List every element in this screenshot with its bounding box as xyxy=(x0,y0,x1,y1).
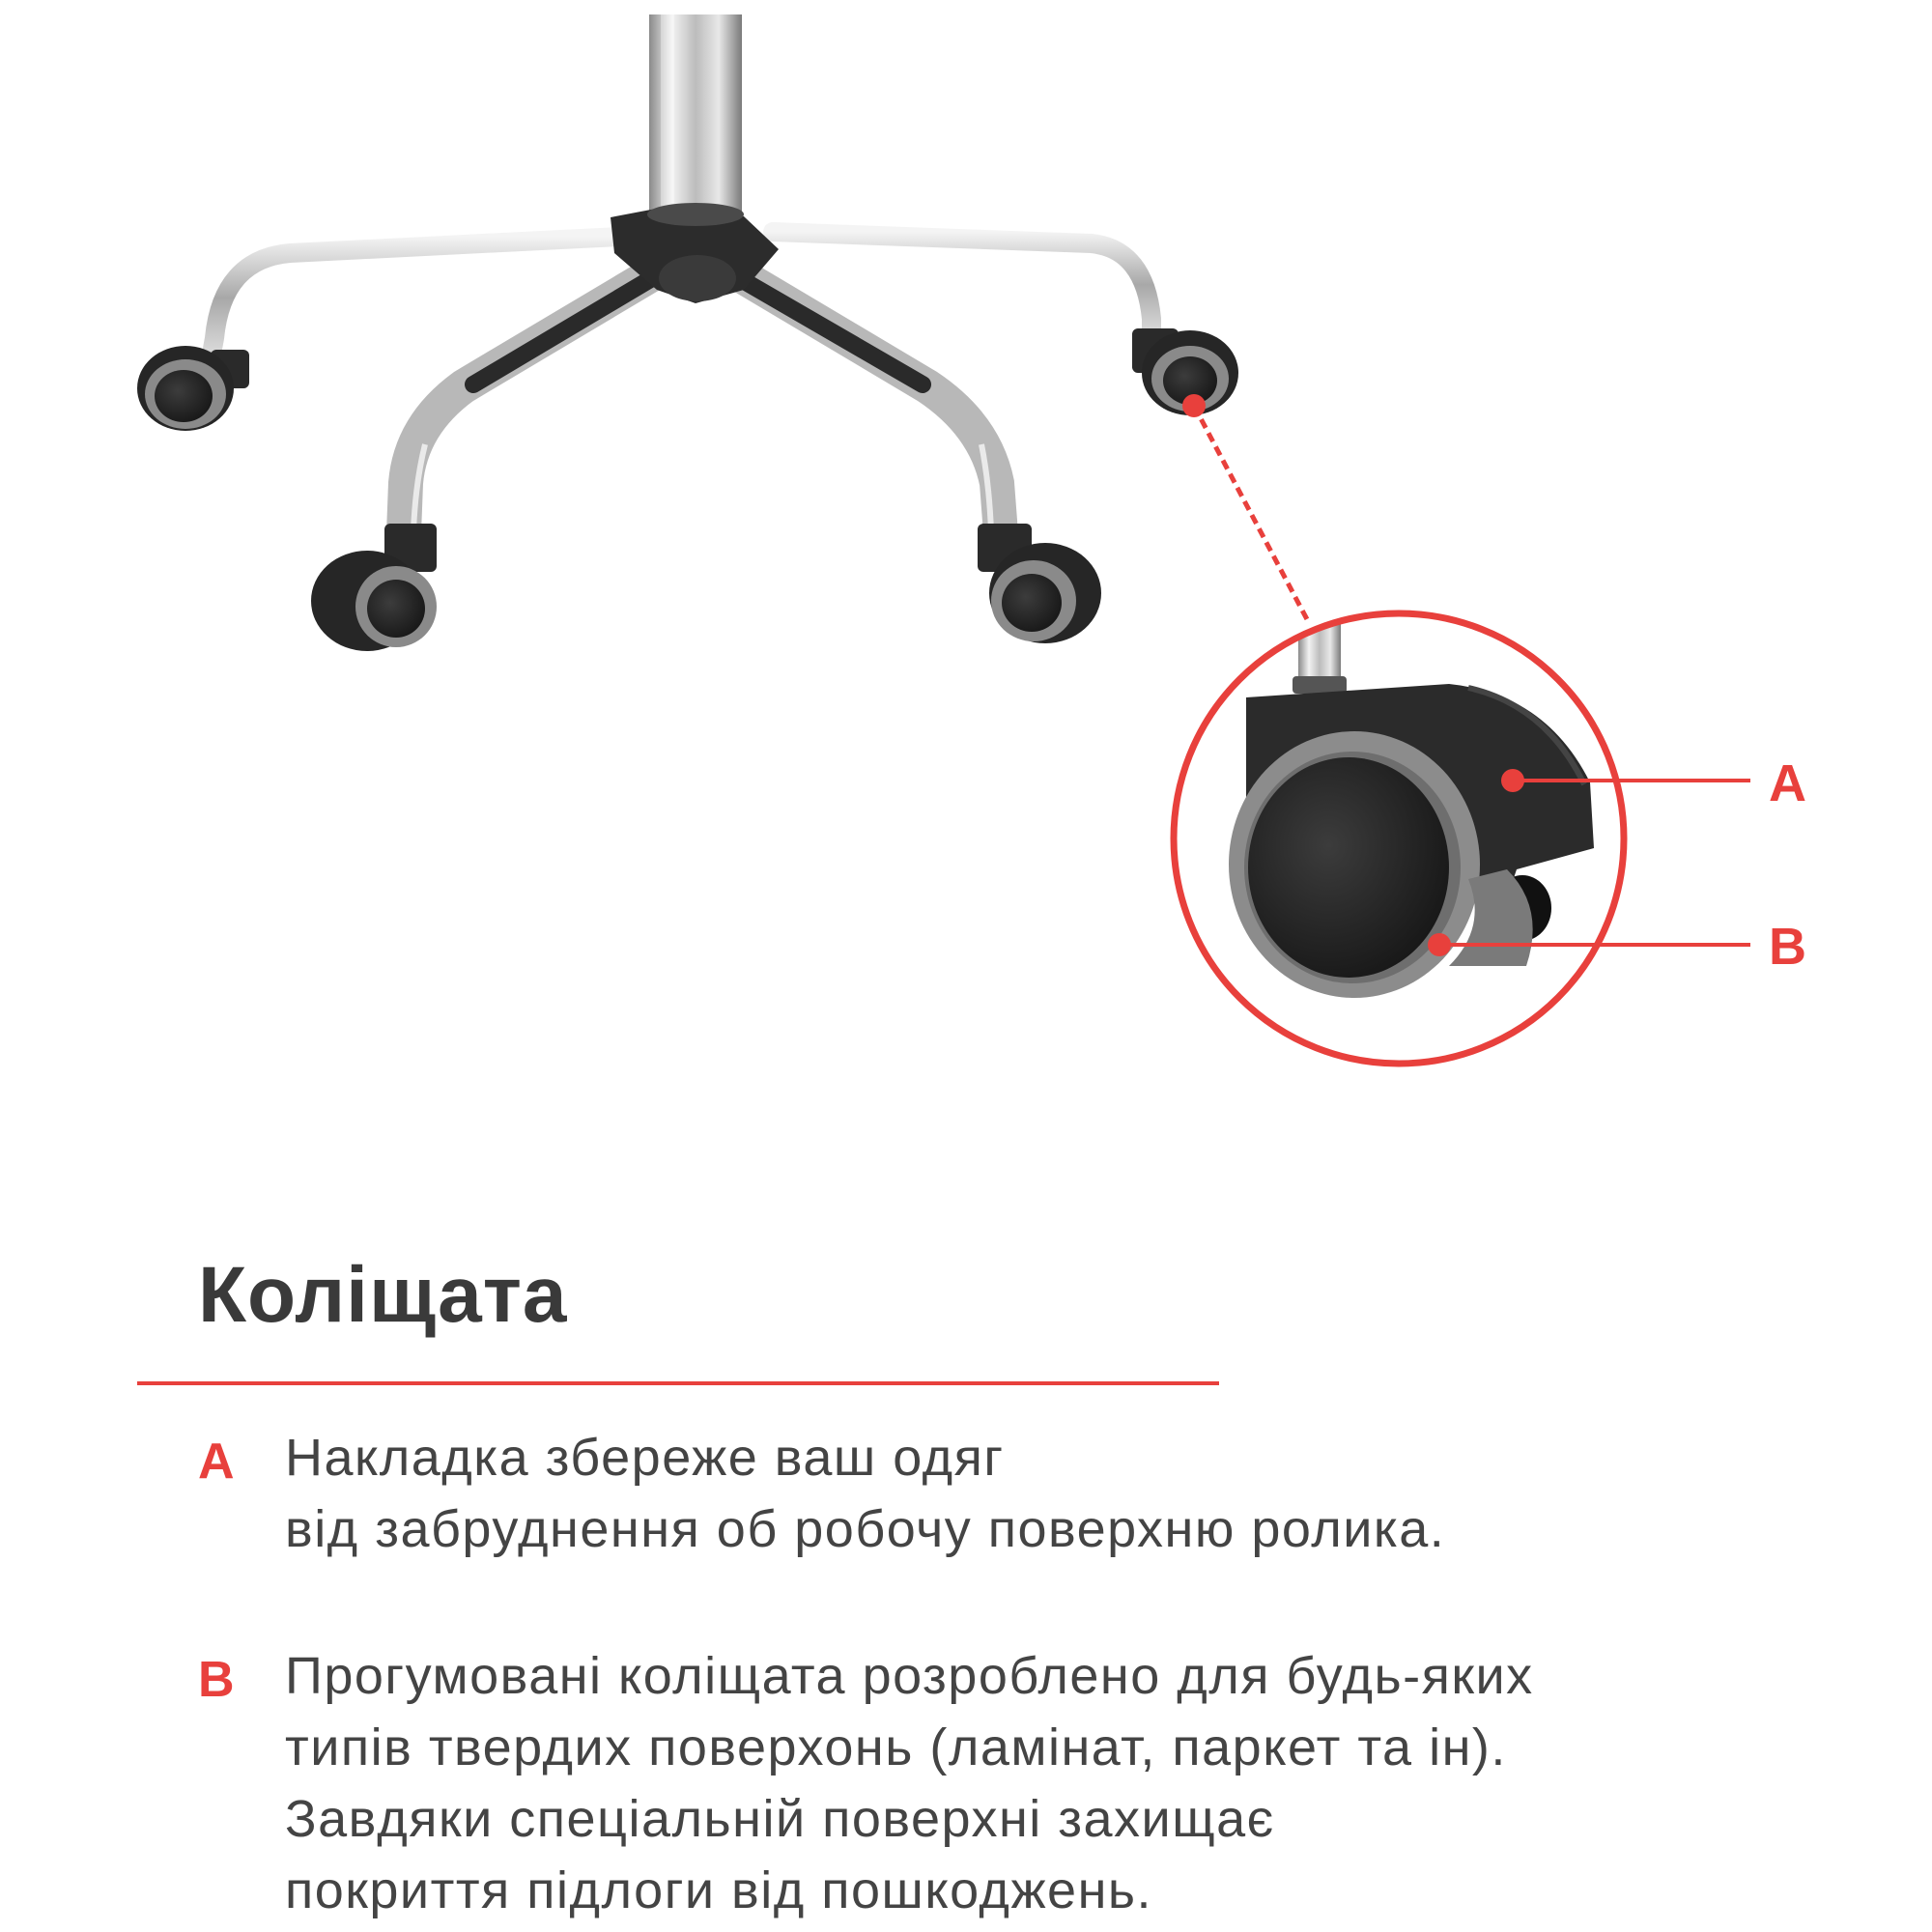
leg-front-left xyxy=(404,266,667,533)
feature-line: Накладка збереже ваш одяг xyxy=(285,1429,1005,1487)
feature-marker-a: A xyxy=(198,1434,235,1490)
feature-description-b xyxy=(285,1640,1831,1926)
callout-label-a: A xyxy=(1769,754,1806,812)
section-title: Коліщата xyxy=(198,1251,568,1339)
feature-line: покриття підлоги від пошкоджень. xyxy=(285,1861,1153,1919)
caster-front-left xyxy=(311,524,437,651)
feature-description-a xyxy=(285,1422,1831,1565)
title-divider xyxy=(137,1381,1219,1385)
zoom-leader-line xyxy=(1194,406,1308,621)
leg-front-right xyxy=(724,266,1001,533)
feature-line: Завдяки спеціальній поверхні захищає xyxy=(285,1790,1275,1848)
caster-back-left xyxy=(137,346,249,431)
caster-front-right xyxy=(978,524,1101,643)
callout-label-b: B xyxy=(1769,918,1806,976)
feature-line: Прогумовані коліщата розроблено для будь-яких xyxy=(285,1647,1534,1705)
feature-line: типів твердих поверхонь (ламінат, паркет та ін). xyxy=(285,1719,1507,1776)
feature-marker-b: B xyxy=(198,1652,235,1708)
feature-line: від забруднення об робочу поверхню ролика. xyxy=(285,1500,1446,1558)
